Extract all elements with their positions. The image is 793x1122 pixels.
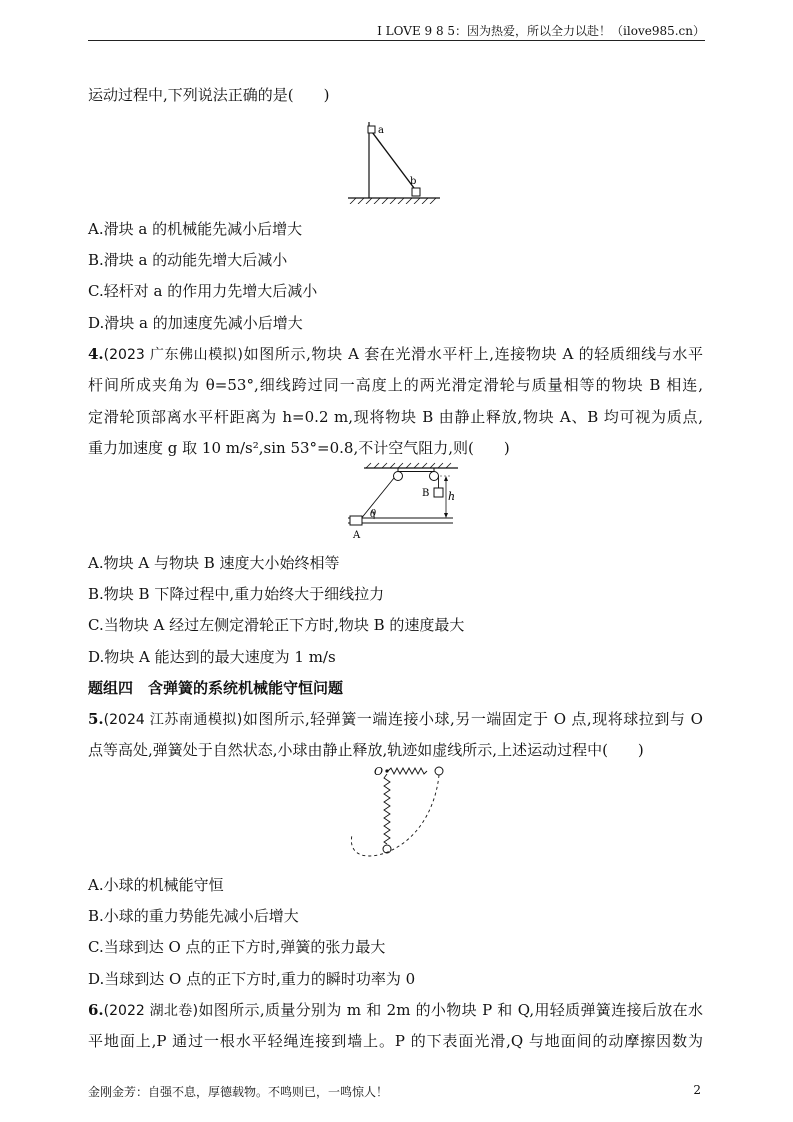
q6-number: 6. [88, 1001, 104, 1019]
q3-option-c: C.轻杆对 a 的作用力先增大后减小 [88, 282, 318, 300]
q5-option-a: A.小球的机械能守恒 [88, 876, 224, 894]
q3-option-d: D.滑块 a 的加速度先减小后增大 [88, 314, 303, 332]
q5-source: (2024 江苏南通模拟) [103, 712, 243, 728]
page-number: 2 [693, 1083, 701, 1097]
q4-label-B: B [422, 488, 430, 499]
q4-option-b: B.物块 B 下降过程中,重力始终大于细线拉力 [88, 585, 385, 603]
q4-label-theta: θ [370, 509, 377, 520]
q3-option-b: B.滑块 a 的动能先增大后减小 [88, 251, 288, 269]
q4-line-3: 定滑轮顶部离水平杆距离为 h=0.2 m,现将物块 B 由静止释放,物块 A、B 均可视为质点, [88, 408, 703, 426]
q5-option-c: C.当球到达 O 点的正下方时,弹簧的张力最大 [88, 938, 386, 956]
q4-line-4: 重力加速度 g 取 10 m/s²,sin 53°=0.8,不计空气阻力,则( ) [88, 439, 510, 457]
q3-label-a: a [378, 125, 384, 136]
q4-number: 4. [88, 345, 104, 363]
q4-source: (2023 广东佛山模拟) [103, 347, 243, 363]
footer-motto: 金刚金芳：自强不息，厚德载物。不鸣则已，一鸣惊人！ [88, 1085, 389, 1099]
q5-line-1: 5.(2024 江苏南通模拟)如图所示,轻弹簧一端连接小球,另一端固定于 O 点,现将球拉到与 O [88, 710, 703, 728]
group4-title: 题组四 含弹簧的系统机械能守恒问题 [88, 679, 344, 697]
q5-label-O: O [374, 765, 384, 778]
q6-line-1: 6.(2022 湖北卷)如图所示,质量分别为 m 和 2m 的小物块 P 和 Q,用轻质弹簧连接后放在水 [88, 1001, 703, 1019]
q5-line-2: 点等高处,弹簧处于自然状态,小球由静止释放,轨迹如虚线所示,上述运动过程中( ) [88, 741, 644, 759]
q4-line-1: 4.(2023 广东佛山模拟)如图所示,物块 A 套在光滑水平杆上,连接物块 A 的轻质细线与水平 [88, 345, 703, 363]
q3-label-b: b [410, 176, 417, 187]
page-header: I LOVE 9 8 5：因为热爱，所以全力以赴！（ilove985.cn） [88, 22, 705, 41]
q4-figure [338, 460, 468, 542]
q6-line-2: 平地面上,P 通过一根水平轻绳连接到墙上。P 的下表面光滑,Q 与地面间的动摩擦因数为 [88, 1032, 703, 1050]
q4-label-h: h [448, 490, 456, 503]
q5-number: 5. [88, 710, 104, 728]
q5-option-d: D.当球到达 O 点的正下方时,重力的瞬时功率为 0 [88, 970, 416, 988]
q5-option-b: B.小球的重力势能先减小后增大 [88, 907, 299, 925]
q4-option-c: C.当物块 A 经过左侧定滑轮正下方时,物块 B 的速度最大 [88, 616, 465, 634]
q4-line-2: 杆间所成夹角为 θ=53°,细线跨过同一高度上的两光滑定滑轮与质量相等的物块 B 相连, [88, 376, 703, 394]
q4-option-d: D.物块 A 能达到的最大速度为 1 m/s [88, 648, 336, 666]
q3-figure [340, 118, 450, 204]
q4-option-a: A.物块 A 与物块 B 速度大小始终相等 [88, 554, 340, 572]
q6-source: (2022 湖北卷) [103, 1003, 199, 1019]
q4-label-A: A [353, 530, 361, 541]
q3-stem-tail: 运动过程中,下列说法正确的是( ) [88, 86, 330, 104]
q5-figure [340, 760, 450, 865]
q3-option-a: A.滑块 a 的机械能先减小后增大 [88, 220, 303, 238]
